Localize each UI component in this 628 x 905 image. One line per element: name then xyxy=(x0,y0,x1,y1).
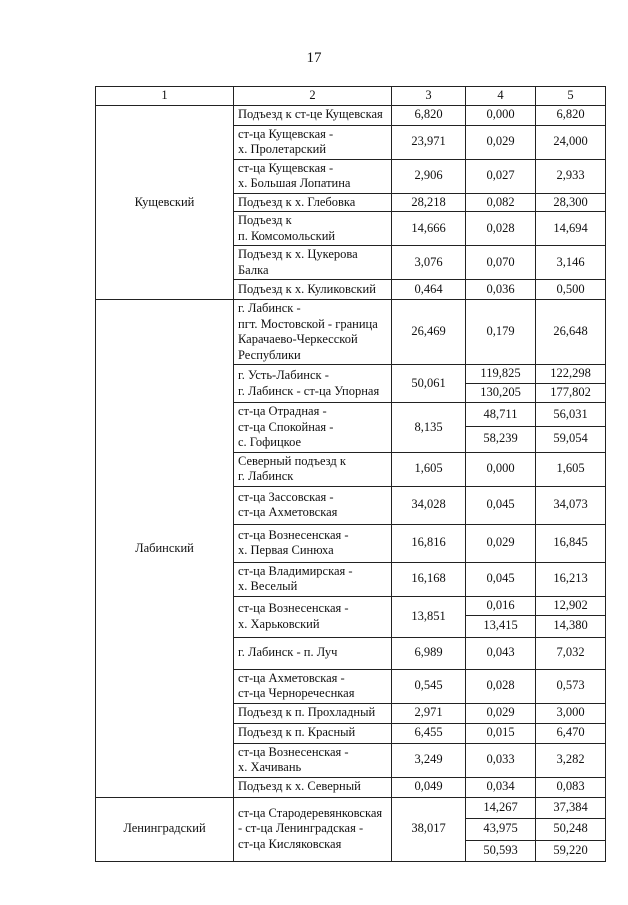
value-col4: 0,000 xyxy=(466,105,536,125)
road-name xyxy=(234,212,392,246)
road-name-text: Подъезд к х. Глебовка xyxy=(238,194,356,209)
value-col4: 0,045 xyxy=(466,486,536,524)
col-header-4: 4 xyxy=(466,87,536,106)
length-col3: 6,989 xyxy=(392,637,466,669)
road-name-text: Подъезд к ст-це Кущевская xyxy=(238,107,383,122)
value-col5: 50,248 xyxy=(536,818,606,840)
length-col3: 26,469 xyxy=(392,300,466,365)
road-name xyxy=(234,524,392,562)
road-name-text: Подъезд к п. Комсомольский xyxy=(238,213,336,243)
value-col5: 2,933 xyxy=(536,159,606,193)
value-col4: 48,711 xyxy=(466,403,536,427)
length-col3: 6,820 xyxy=(392,105,466,125)
value-col5: 14,694 xyxy=(536,212,606,246)
road-name-text: ст-ца Владимирская - х. Веселый xyxy=(238,563,353,593)
district-name: Кущевский xyxy=(96,105,234,300)
value-col4: 0,082 xyxy=(466,193,536,212)
road-name-text: Северный подъезд к г. Лабинск xyxy=(238,453,346,483)
value-col4: 0,029 xyxy=(466,125,536,159)
district-name: Ленинградский xyxy=(96,797,234,861)
value-col5: 122,298 xyxy=(536,365,606,384)
length-col3: 50,061 xyxy=(392,365,466,403)
value-col5: 1,605 xyxy=(536,452,606,486)
value-col5: 3,282 xyxy=(536,743,606,777)
road-name-text: Подъезд к п. Красный xyxy=(238,725,356,740)
value-col4: 14,267 xyxy=(466,797,536,818)
length-col3: 23,971 xyxy=(392,125,466,159)
value-col5: 12,902 xyxy=(536,596,606,615)
value-col5: 0,500 xyxy=(536,280,606,300)
road-name xyxy=(234,125,392,159)
road-name-text: Подъезд к х. Северный xyxy=(238,779,361,794)
length-col3: 8,135 xyxy=(392,403,466,453)
road-name-text: Подъезд к х. Цукерова Балка xyxy=(238,247,358,277)
road-name-text: ст-ца Зассовская - ст-ца Ахметовская xyxy=(238,489,338,519)
col-header-3: 3 xyxy=(392,87,466,106)
length-col3: 2,906 xyxy=(392,159,466,193)
road-name-text: Подъезд к п. Прохладный xyxy=(238,705,376,720)
value-col5: 28,300 xyxy=(536,193,606,212)
col-header-5: 5 xyxy=(536,87,606,106)
road-name xyxy=(234,596,392,637)
value-col5: 56,031 xyxy=(536,403,606,427)
col-header-1: 1 xyxy=(96,87,234,106)
road-name xyxy=(234,193,392,212)
value-col4: 0,036 xyxy=(466,280,536,300)
road-name xyxy=(234,562,392,596)
value-col4: 0,027 xyxy=(466,159,536,193)
road-name-text: г. Усть-Лабинск - г. Лабинск - ст-ца Упорная xyxy=(238,368,380,398)
table-row xyxy=(96,300,606,365)
road-name-text: г. Лабинск - пгт. Мостовской - граница Карачаево-Черкесской Республики xyxy=(238,301,378,362)
roads-table-body xyxy=(96,87,606,862)
value-col5: 0,083 xyxy=(536,777,606,797)
road-name-text: ст-ца Стародеревянковская - ст-ца Ленинградская - ст-ца Кисляковская xyxy=(238,805,383,851)
road-name-text: ст-ца Вознесенская - х. Харьковский xyxy=(238,601,349,631)
road-name xyxy=(234,743,392,777)
roads-table xyxy=(95,86,606,862)
value-col5: 37,384 xyxy=(536,797,606,818)
road-name xyxy=(234,797,392,861)
value-col4: 0,028 xyxy=(466,212,536,246)
length-col3: 16,816 xyxy=(392,524,466,562)
length-col3: 28,218 xyxy=(392,193,466,212)
value-col4: 130,205 xyxy=(466,384,536,403)
value-col4: 0,028 xyxy=(466,669,536,703)
length-col3: 13,851 xyxy=(392,596,466,637)
value-col5: 3,146 xyxy=(536,246,606,280)
length-col3: 3,076 xyxy=(392,246,466,280)
value-col5: 34,073 xyxy=(536,486,606,524)
value-col5: 59,054 xyxy=(536,426,606,452)
value-col5: 3,000 xyxy=(536,703,606,723)
value-col5: 16,845 xyxy=(536,524,606,562)
road-name xyxy=(234,637,392,669)
length-col3: 2,971 xyxy=(392,703,466,723)
road-name xyxy=(234,452,392,486)
table-header-row xyxy=(96,87,606,106)
value-col4: 0,034 xyxy=(466,777,536,797)
value-col4: 13,415 xyxy=(466,615,536,637)
road-name xyxy=(234,246,392,280)
road-name-text: ст-ца Вознесенская - х. Хачивань xyxy=(238,744,349,774)
value-col5: 0,573 xyxy=(536,669,606,703)
table-row xyxy=(96,105,606,125)
road-name-text: г. Лабинск - п. Луч xyxy=(238,645,338,660)
value-col5: 6,820 xyxy=(536,105,606,125)
road-name-text: ст-ца Вознесенская - х. Первая Синюха xyxy=(238,527,349,557)
length-col3: 38,017 xyxy=(392,797,466,861)
district-name: Лабинский xyxy=(96,300,234,798)
value-col4: 0,179 xyxy=(466,300,536,365)
value-col5: 177,802 xyxy=(536,384,606,403)
value-col4: 0,029 xyxy=(466,524,536,562)
value-col4: 0,043 xyxy=(466,637,536,669)
road-name xyxy=(234,703,392,723)
road-name xyxy=(234,486,392,524)
road-name xyxy=(234,365,392,403)
page-number: 17 xyxy=(306,50,322,66)
length-col3: 0,049 xyxy=(392,777,466,797)
length-col3: 3,249 xyxy=(392,743,466,777)
value-col4: 0,016 xyxy=(466,596,536,615)
road-name-text: ст-ца Ахметовская - ст-ца Черноречеснкая xyxy=(238,670,355,700)
value-col4: 0,045 xyxy=(466,562,536,596)
value-col4: 0,000 xyxy=(466,452,536,486)
value-col5: 24,000 xyxy=(536,125,606,159)
road-name xyxy=(234,159,392,193)
length-col3: 14,666 xyxy=(392,212,466,246)
road-name-text: Подъезд к х. Куликовский xyxy=(238,281,376,296)
value-col5: 14,380 xyxy=(536,615,606,637)
value-col4: 0,070 xyxy=(466,246,536,280)
length-col3: 0,464 xyxy=(392,280,466,300)
road-name xyxy=(234,403,392,453)
road-name-text: ст-ца Отрадная - ст-ца Спокойная - с. Гофицкое xyxy=(238,404,334,449)
value-col5: 26,648 xyxy=(536,300,606,365)
value-col5: 7,032 xyxy=(536,637,606,669)
table-row xyxy=(96,797,606,818)
road-name-text: ст-ца Кущевская - х. Большая Лопатина xyxy=(238,160,351,190)
road-name xyxy=(234,723,392,743)
value-col4: 43,975 xyxy=(466,818,536,840)
value-col4: 50,593 xyxy=(466,840,536,861)
length-col3: 1,605 xyxy=(392,452,466,486)
length-col3: 34,028 xyxy=(392,486,466,524)
value-col4: 0,033 xyxy=(466,743,536,777)
road-name xyxy=(234,669,392,703)
value-col4: 119,825 xyxy=(466,365,536,384)
road-name-text: ст-ца Кущевская - х. Пролетарский xyxy=(238,126,334,156)
length-col3: 0,545 xyxy=(392,669,466,703)
road-name xyxy=(234,300,392,365)
value-col5: 59,220 xyxy=(536,840,606,861)
value-col5: 6,470 xyxy=(536,723,606,743)
value-col4: 58,239 xyxy=(466,426,536,452)
length-col3: 16,168 xyxy=(392,562,466,596)
col-header-2: 2 xyxy=(234,87,392,106)
value-col4: 0,029 xyxy=(466,703,536,723)
road-name xyxy=(234,280,392,300)
road-name xyxy=(234,105,392,125)
road-name xyxy=(234,777,392,797)
length-col3: 6,455 xyxy=(392,723,466,743)
value-col5: 16,213 xyxy=(536,562,606,596)
value-col4: 0,015 xyxy=(466,723,536,743)
